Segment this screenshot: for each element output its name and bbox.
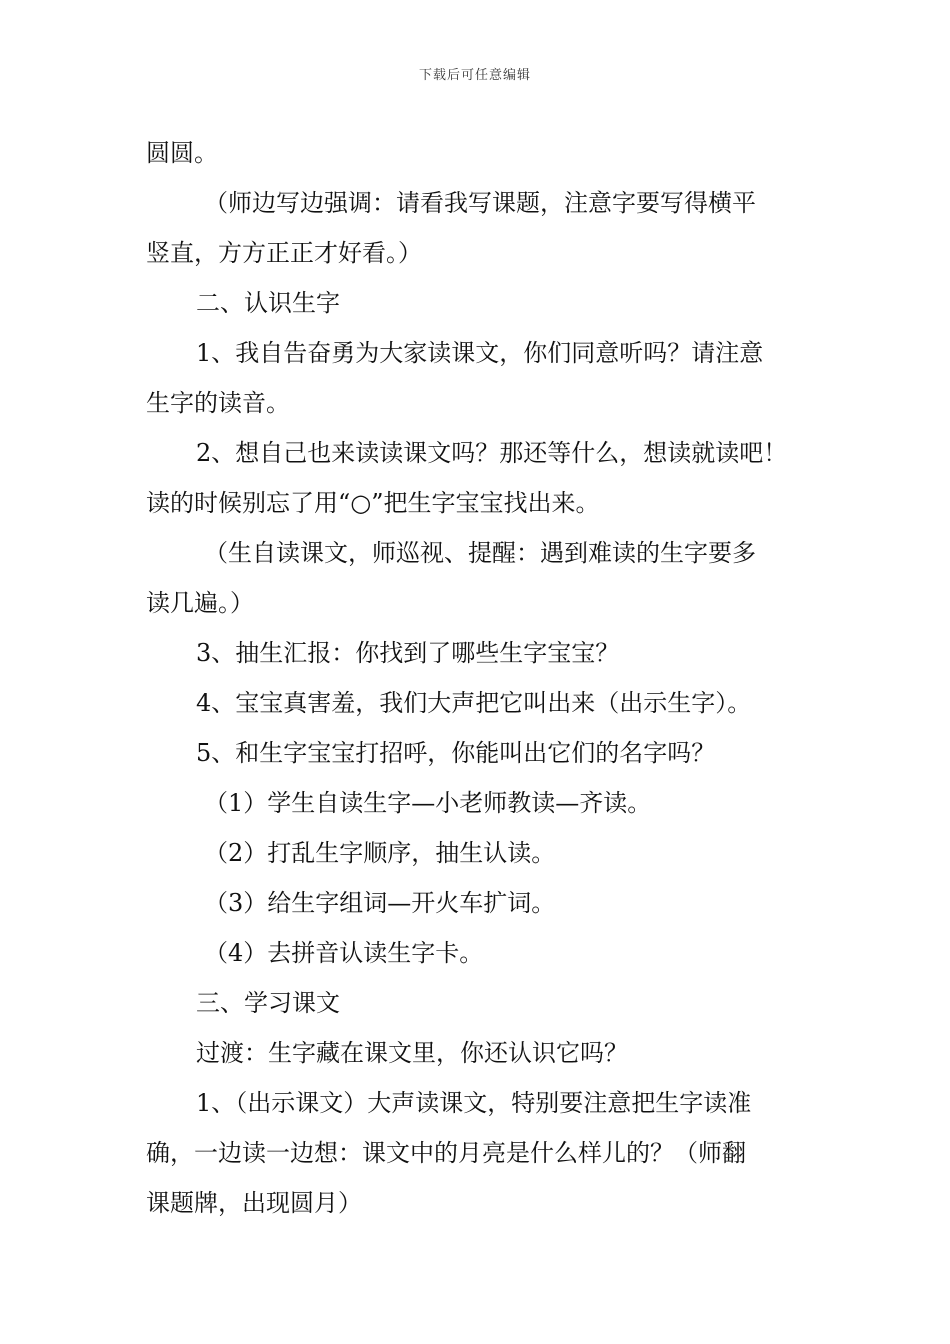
text-line: 3、抽生汇报：你找到了哪些生字宝宝？ — [196, 639, 620, 667]
text-line: 圆圆。 — [146, 139, 218, 167]
text-line: （生自读课文，师巡视、提醒：遇到难读的生字要多 — [204, 539, 756, 567]
text-line: 竖直，方方正正才好看。） — [146, 239, 422, 267]
document-body — [146, 128, 816, 1228]
text-line: 1、我自告奋勇为大家读课文，你们同意听吗？请注意 — [196, 339, 764, 367]
section-heading: 三、学习课文 — [196, 989, 340, 1017]
text-line: 4、宝宝真害羞，我们大声把它叫出来（出示生字）。 — [196, 689, 752, 717]
text-line: 2、想自己也来读读课文吗？那还等什么，想读就读吧！ — [196, 439, 788, 467]
text-line: 读的时候别忘了用“○”把生字宝宝找出来。 — [146, 489, 600, 517]
text-line: 读几遍。） — [146, 589, 254, 617]
page-header-note: 下载后可任意编辑 — [418, 68, 531, 83]
list-item: （2）打乱生字顺序，抽生认读。 — [204, 839, 556, 867]
text-line: 过渡：生字藏在课文里，你还认识它吗？ — [196, 1039, 628, 1067]
list-item: （4）去拼音认读生字卡。 — [204, 939, 484, 967]
text-line: 课题牌，出现圆月） — [146, 1189, 362, 1217]
list-item: （3）给生字组词—开火车扩词。 — [204, 889, 556, 917]
list-item: （1）学生自读生字—小老师教读—齐读。 — [204, 789, 652, 817]
text-line: 5、和生字宝宝打招呼，你能叫出它们的名字吗？ — [196, 739, 716, 767]
text-line: 生字的读音。 — [146, 389, 290, 417]
text-line: 1、（出示课文）大声读课文，特别要注意把生字读准 — [196, 1089, 752, 1117]
text-line: 确，一边读一边想：课文中的月亮是什么样儿的？（师翻 — [146, 1139, 746, 1167]
section-heading: 二、认识生字 — [196, 289, 340, 317]
text-line: （师边写边强调：请看我写课题，注意字要写得横平 — [204, 189, 756, 217]
